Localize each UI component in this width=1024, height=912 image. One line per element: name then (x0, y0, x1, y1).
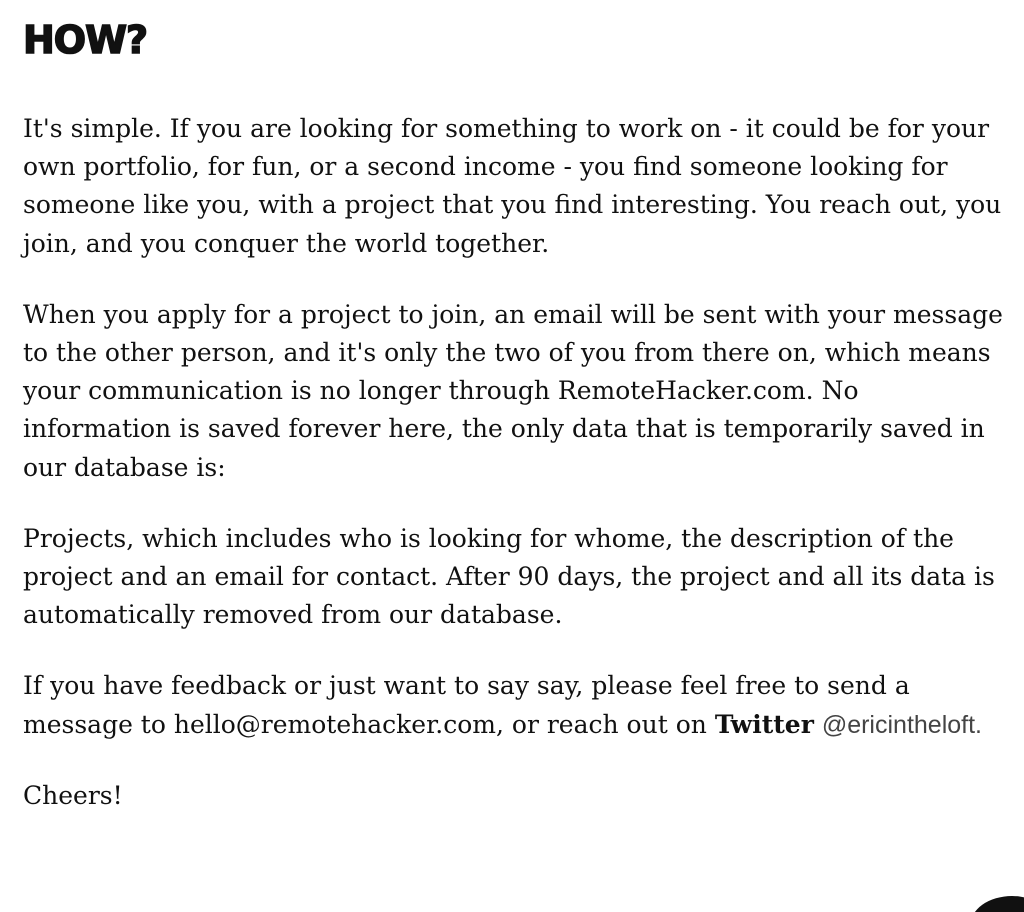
twitter-label: Twitter (714, 709, 814, 739)
paragraph-signoff: Cheers! (23, 780, 123, 810)
corner-decoration (970, 896, 1024, 912)
feedback-text-continued: , or reach out on (496, 709, 715, 739)
paragraph-apply: When you apply for a project to join, an email will be sent with your message to the other person, and it's only the two of you from there on, which means your communication is no longer through RemoteHacker.com. No information is saved forever here, the only data that is temporarily saved in our database is: (23, 299, 1003, 482)
paragraph-projects: Projects, which includes who is looking for whome, the description of the project and an email for contact. After 90 days, the project and all its data is automatically removed from our database. (23, 523, 995, 630)
paragraph-feedback (23, 667, 1008, 743)
twitter-handle-link[interactable]: @ericintheloft. (821, 710, 982, 739)
feedback-text: If you have feedback or just want to say say, please feel free to send a message to (23, 671, 910, 739)
section-heading: HOW? (23, 18, 148, 62)
paragraph-intro: It's simple. If you are looking for something to work on - it could be for your own portfolio, for fun, or a second income - you find someone looking for someone like you, with a project that you find interesting. You reach out, you join, and you conquer the world together. (23, 114, 1002, 258)
email-link[interactable]: hello@remotehacker.com (173, 709, 497, 739)
